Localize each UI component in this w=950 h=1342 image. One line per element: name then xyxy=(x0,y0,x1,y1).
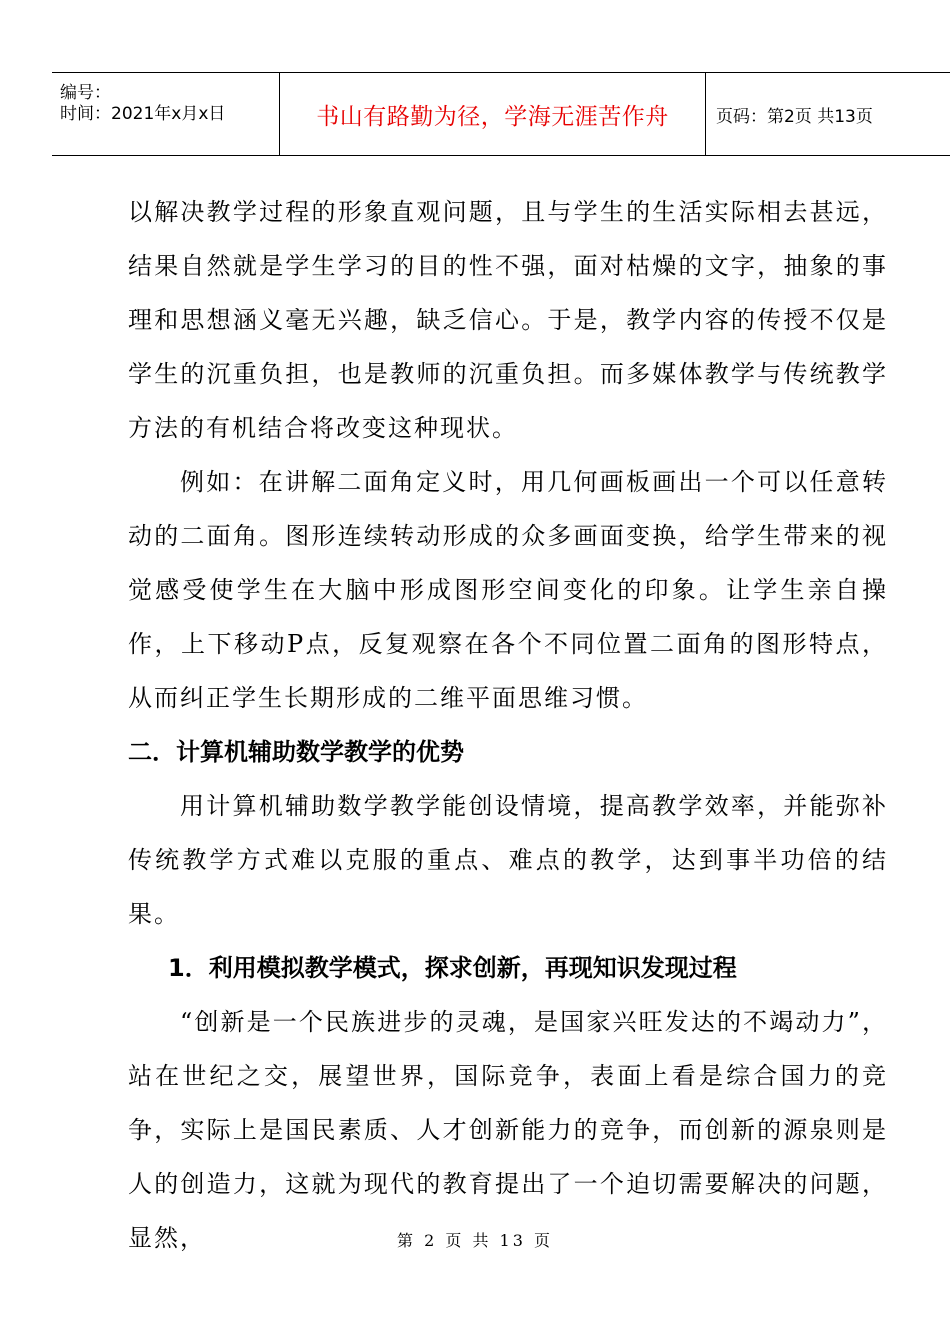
page-header xyxy=(52,72,950,156)
header-page-info: 页码：第2页 共13页 xyxy=(716,106,873,127)
document-body xyxy=(128,185,888,1265)
header-motto: 书山有路勤为径，学海无涯苦作舟 xyxy=(316,103,669,130)
body-paragraph-2: 例如：在讲解二面角定义时，用几何画板画出一个可以任意转动的二面角。图形连续转动形成的众多画面变换，给学生带来的视觉感受使学生在大脑中形成图形空间变化的印象。让学生亲自操作，上下移动P点，反复观察在各个不同位置二面角的图形特点，从而纠正学生长期形成的二维平面思维习惯。 xyxy=(128,468,888,712)
subsection-heading: 1．利用模拟教学模式，探求创新，再现知识发现过程 xyxy=(168,954,737,982)
body-paragraph-3: 用计算机辅助数学教学能创设情境，提高教学效率，并能弥补传统教学方式难以克服的重点、难点的教学，达到事半功倍的结果。 xyxy=(128,792,888,928)
document-time-label: 时间：2021年x月x日 xyxy=(60,104,226,124)
document-code-label: 编号： xyxy=(60,83,111,103)
header-meta-cell xyxy=(52,73,280,155)
section-heading: 二．计算机辅助数学教学的优势 xyxy=(128,738,464,766)
body-paragraph-1: 以解决教学过程的形象直观问题，且与学生的生活实际相去甚远，结果自然就是学生学习的目的性不强，面对枯燥的文字，抽象的事理和思想涵义毫无兴趣，缺乏信心。于是，教学内容的传授不仅是学生的沉重负担，也是教师的沉重负担。而多媒体教学与传统教学方法的有机结合将改变这种现状。 xyxy=(128,198,888,442)
header-motto-cell xyxy=(280,73,706,155)
page-footer: 第 2 页 共 13 页 xyxy=(397,1231,553,1250)
header-page-cell xyxy=(706,73,950,155)
body-paragraph-4: “创新是一个民族进步的灵魂，是国家兴旺发达的不竭动力”，站在世纪之交，展望世界，国际竞争，表面上看是综合国力的竞争，实际上是国民素质、人才创新能力的竞争，而创新的源泉则是人的创造力，这就为现代的教育提出了一个迫切需要解决的问题，显然， xyxy=(128,1008,888,1252)
